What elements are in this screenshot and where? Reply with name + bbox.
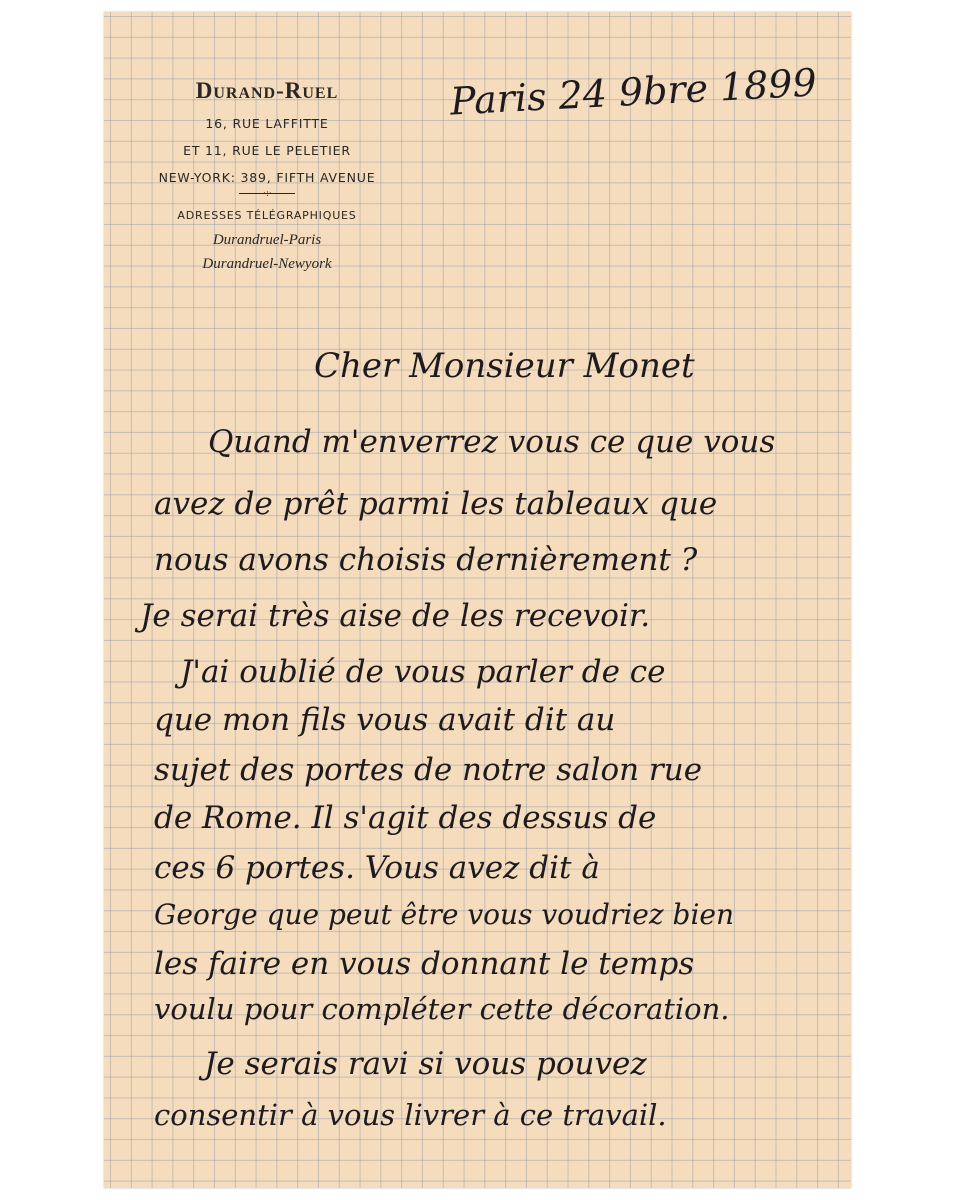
letter-sheet xyxy=(104,12,851,1188)
letter-line: les faire en vous donnant le temps xyxy=(154,946,695,982)
letter-line: Je serai très aise de les recevoir. xyxy=(140,598,651,634)
letter-line: consentir à vous livrer à ce travail. xyxy=(154,1098,667,1132)
letter-line: nous avons choisis dernièrement ? xyxy=(154,542,698,578)
letterhead-telegraph-paris: Durandruel-Paris xyxy=(212,232,322,248)
letter-line: voulu pour compléter cette décoration. xyxy=(154,992,730,1026)
letterhead-company-name: Durand-Ruel xyxy=(195,78,339,103)
letter-line: Quand m'enverrez vous ce que vous xyxy=(208,424,776,460)
letterhead-address-2: ET 11, RUE LE PELETIER xyxy=(183,143,351,158)
divider-ornament: ·:· xyxy=(263,189,272,199)
letter-date: Paris 24 9bre 1899 xyxy=(449,60,818,124)
letterhead-telegraph-heading: ADRESSES TÉLÉGRAPHIQUES xyxy=(177,209,357,222)
letter-line: Je serais ravi si vous pouvez xyxy=(204,1046,647,1082)
letterhead-address-1: 16, RUE LAFFITTE xyxy=(205,116,329,131)
letterhead-divider xyxy=(239,189,295,199)
letter-line: George que peut être vous voudriez bien xyxy=(154,898,735,931)
letter-line: de Rome. Il s'agit des dessus de xyxy=(154,800,657,836)
letter-salutation: Cher Monsieur Monet xyxy=(314,346,695,386)
letter-line: que mon fils vous avait dit au xyxy=(154,702,616,738)
letter-line: ces 6 portes. Vous avez dit à xyxy=(154,850,600,886)
letter-line: avez de prêt parmi les tableaux que xyxy=(154,486,718,522)
letter-line: sujet des portes de notre salon rue xyxy=(154,752,703,788)
letter-line: J'ai oublié de vous parler de ce xyxy=(180,654,666,690)
letterhead-address-3: NEW-YORK: 389, FIFTH AVENUE xyxy=(158,170,376,185)
letterhead xyxy=(142,78,392,276)
letterhead-telegraph-newyork: Durandruel-Newyork xyxy=(202,256,332,272)
